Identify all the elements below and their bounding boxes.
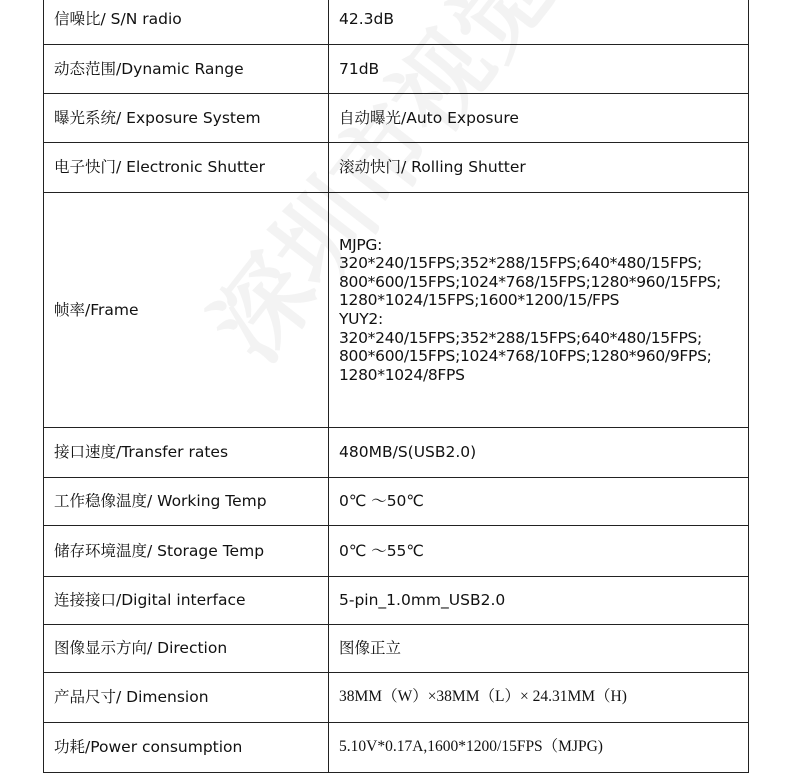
frame-line: 800*600/15FPS;1024*768/10FPS;1280*960/9FPS; [339, 347, 712, 366]
table-row [44, 94, 749, 143]
table-row [44, 193, 749, 428]
table-row [44, 577, 749, 625]
table-row [44, 723, 749, 773]
spec-label: 工作稳像温度/ Working Temp [44, 478, 329, 526]
spec-value: 滚动快门/ Rolling Shutter [329, 143, 749, 193]
table-row [44, 625, 749, 673]
spec-value: 42.3dB [329, 0, 749, 45]
table-row [44, 673, 749, 723]
spec-value: 5-pin_1.0mm_USB2.0 [329, 577, 749, 625]
spec-value-frame-rates [329, 193, 749, 428]
spec-value: 自动曝光/Auto Exposure [329, 94, 749, 143]
table-row [44, 45, 749, 94]
spec-label: 电子快门/ Electronic Shutter [44, 143, 329, 193]
spec-value: 71dB [329, 45, 749, 94]
frame-line: 320*240/15FPS;352*288/15FPS;640*480/15FPS; [339, 328, 702, 347]
spec-value: 5.10V*0.17A,1600*1200/15FPS（MJPG) [329, 723, 749, 773]
spec-label: 信噪比/ S/N radio [44, 0, 329, 45]
spec-label: 储存环境温度/ Storage Temp [44, 526, 329, 577]
table-row [44, 526, 749, 577]
spec-label: 连接接口/Digital interface [44, 577, 329, 625]
spec-label: 功耗/Power consumption [44, 723, 329, 773]
spec-table [43, 0, 749, 773]
frame-line: YUY2: [339, 310, 383, 328]
frame-line: 800*600/15FPS;1024*768/15FPS;1280*960/15FPS; [339, 272, 722, 291]
spec-label: 帧率/Frame [44, 193, 329, 428]
table-row [44, 428, 749, 478]
spec-label: 图像显示方向/ Direction [44, 625, 329, 673]
spec-label: 动态范围/Dynamic Range [44, 45, 329, 94]
spec-value: 图像正立 [329, 625, 749, 673]
table-row [44, 0, 749, 45]
frame-line: 1280*1024/15FPS;1600*1200/15/FPS [339, 291, 620, 310]
table-row [44, 143, 749, 193]
spec-value: 38MM（W）×38MM（L）× 24.31MM（H) [329, 673, 749, 723]
spec-value: 480MB/S(USB2.0) [329, 428, 749, 478]
spec-label: 曝光系统/ Exposure System [44, 94, 329, 143]
frame-line: MJPG: [339, 235, 383, 254]
frame-line: 1280*1024/8FPS [339, 365, 465, 384]
spec-value: 0℃ ～55℃ [329, 526, 749, 577]
spec-label: 接口速度/Transfer rates [44, 428, 329, 478]
table-row [44, 478, 749, 526]
spec-label: 产品尺寸/ Dimension [44, 673, 329, 723]
spec-value: 0℃ ～50℃ [329, 478, 749, 526]
frame-line: 320*240/15FPS;352*288/15FPS;640*480/15FPS; [339, 254, 702, 273]
